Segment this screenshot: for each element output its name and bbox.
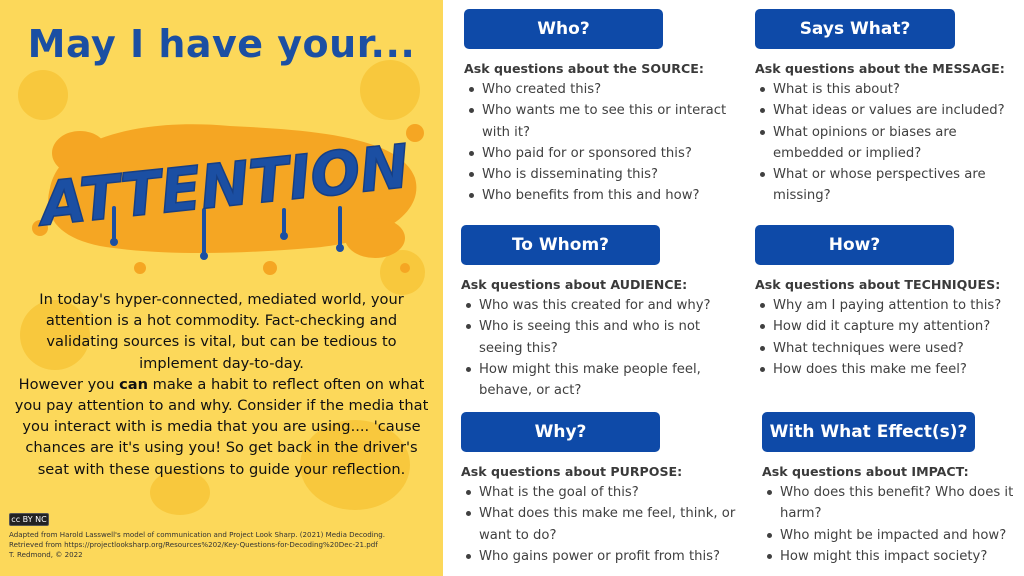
question-list: [762, 482, 1020, 567]
with-what-effects-section: [762, 462, 1020, 567]
attention-word: ATTENTION: [37, 130, 422, 241]
question-item: How did it capture my attention?: [755, 316, 1017, 337]
paragraph-1: In today's hyper-connected, mediated world, your attention is a hot commodity. Fact-checking and validating sources is vital, but can be tedious to implement day-to-day.: [39, 291, 404, 372]
to-whom-section: [461, 275, 741, 401]
question-item: Who benefits from this and how?: [464, 185, 744, 206]
page-title: May I have your...: [27, 22, 416, 66]
paragraph-2-start: However you: [18, 375, 120, 393]
paragraph-2-bold: can: [119, 375, 149, 393]
question-list: [755, 295, 1017, 380]
question-item: How does this make me feel?: [755, 359, 1017, 380]
question-item: What is the goal of this?: [461, 482, 746, 503]
section-heading: Ask questions about PURPOSE:: [461, 464, 683, 479]
question-item: What is this about?: [755, 79, 1015, 100]
question-list: [461, 482, 746, 567]
question-item: What opinions or biases are embedded or implied?: [755, 122, 1015, 165]
question-item: Who created this?: [464, 79, 744, 100]
section-heading: Ask questions about the MESSAGE:: [755, 61, 1005, 76]
question-item: Who is seeing this and who is not seeing this?: [461, 316, 741, 359]
question-item: What does this make me feel, think, or want to do?: [461, 503, 746, 546]
section-heading: Ask questions about the SOURCE:: [464, 61, 704, 76]
to-whom-button[interactable]: To Whom?: [461, 225, 660, 265]
question-item: Who is disseminating this?: [464, 164, 744, 185]
attribution-line: Adapted from Harold Lasswell's model of communication and Project Look Sharp. (2021) Media Decoding.: [9, 530, 385, 539]
how-button[interactable]: How?: [755, 225, 954, 265]
section-heading: Ask questions about AUDIENCE:: [461, 277, 688, 292]
question-item: Who gains power or profit from this?: [461, 546, 746, 567]
question-item: What or whose perspectives are missing?: [755, 164, 1015, 207]
question-item: Who might be impacted and how?: [762, 525, 1020, 546]
question-item: Who was this created for and why?: [461, 295, 741, 316]
question-item: Who paid for or sponsored this?: [464, 143, 744, 164]
question-item: Why am I paying attention to this?: [755, 295, 1017, 316]
attribution: [9, 530, 439, 560]
how-section: [755, 275, 1017, 380]
section-heading: Ask questions about IMPACT:: [762, 464, 969, 479]
who-button[interactable]: Who?: [464, 9, 663, 49]
who-section: [464, 59, 744, 207]
question-list: [755, 79, 1015, 207]
question-item: How might this make people feel, behave, or act?: [461, 359, 741, 402]
says-what-section: [755, 59, 1015, 207]
creative-commons-badge: cc BY NC: [9, 513, 49, 526]
question-list: [464, 79, 744, 207]
why-button[interactable]: Why?: [461, 412, 660, 452]
question-item: Who does this benefit? Who does it harm?: [762, 482, 1020, 525]
section-heading: Ask questions about TECHNIQUES:: [755, 277, 1001, 292]
question-item: What ideas or values are included?: [755, 100, 1015, 121]
left-panel: [0, 0, 443, 576]
attention-graffiti: [20, 78, 430, 288]
paragraph-2-end: make a habit to reflect often on what you pay attention to and why. Consider if the media that you interact with is media that you are using.... 'cause chances are it's using you! So get back in the driver's seat with these questions to guide your reflection.: [14, 375, 429, 478]
question-item: What techniques were used?: [755, 338, 1017, 359]
attribution-line: T. Redmond, © 2022: [9, 550, 83, 559]
says-what-button[interactable]: Says What?: [755, 9, 955, 49]
question-item: How might this impact society?: [762, 546, 1020, 567]
question-item: Who wants me to see this or interact with it?: [464, 100, 744, 143]
why-section: [461, 462, 746, 567]
with-what-effects-button[interactable]: With What Effect(s)?: [762, 412, 975, 452]
question-list: [461, 295, 741, 401]
intro-paragraph: [12, 289, 431, 480]
attribution-line: Retrieved from https://projectlooksharp.org/Resources%202/Key-Questions-for-Decoding%20Dec-21.pdf: [9, 540, 378, 549]
